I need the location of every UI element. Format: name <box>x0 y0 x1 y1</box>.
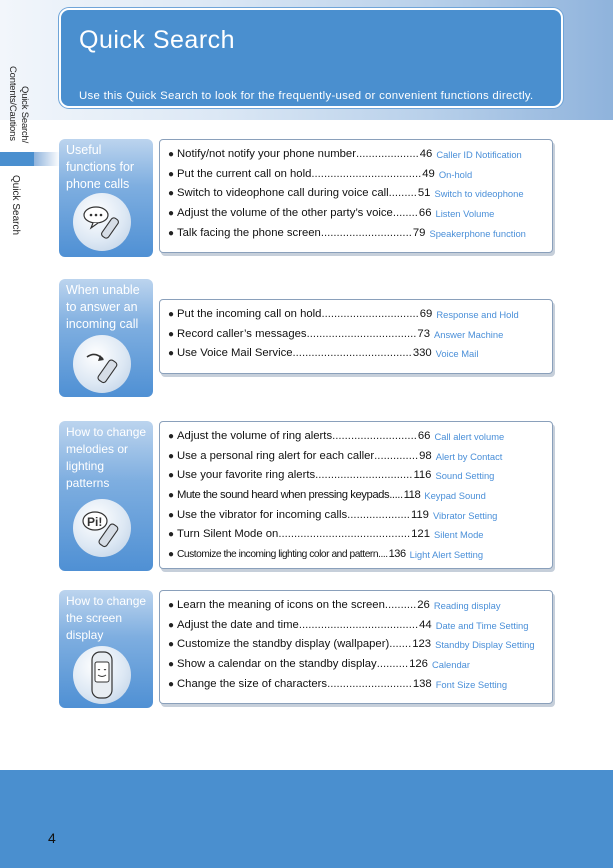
item-link[interactable]: Sound Setting <box>435 470 495 482</box>
item-leader: ...................................... <box>298 618 419 631</box>
item-leader: ......... <box>388 187 417 200</box>
item-leader: .............. <box>374 449 419 462</box>
item-text: Change the size of characters <box>177 677 328 690</box>
item-link[interactable]: Keypad Sound <box>424 490 486 502</box>
list-item[interactable]: ● Use a personal ring alert for each caller .............. 98 Alert by Contact <box>168 447 552 467</box>
function-list <box>159 139 553 253</box>
list-item[interactable]: ● Use your favorite ring alerts ............................... 116 Sound Setting <box>168 466 552 486</box>
item-page: 136 <box>388 548 406 561</box>
item-leader: ................................... <box>311 167 422 180</box>
list-item[interactable]: ● Mute the sound heard when pressing keypads ..... 118 Keypad Sound <box>168 486 552 506</box>
list-item[interactable]: ● Change the size of characters ........................... 138 Font Size Setting <box>168 675 552 695</box>
list-item[interactable]: ● Adjust the date and time ...................................... 44 Date and Time Setting <box>168 616 552 636</box>
item-link[interactable]: Listen Volume <box>435 208 495 220</box>
side-tab-quick-search[interactable]: Quick Search <box>10 175 21 236</box>
item-link[interactable]: Response and Hold <box>436 309 519 320</box>
list-item[interactable]: ● Put the current call on hold ................................... 49 On-hold <box>168 165 552 185</box>
item-link[interactable]: Font Size Setting <box>435 678 508 690</box>
ringing-phone-icon <box>73 499 131 557</box>
item-link[interactable]: Call alert volume <box>434 431 505 442</box>
item-link[interactable]: On-hold <box>438 168 473 180</box>
item-page: 66 <box>418 207 432 220</box>
list-item[interactable]: ● Adjust the volume of the other party’s voice ........ 66 Listen Volume <box>168 204 552 224</box>
item-text: Adjust the date and time <box>177 618 299 631</box>
list-item[interactable]: ● Learn the meaning of icons on the screen .......... 26 Reading display <box>168 596 552 616</box>
item-link[interactable]: Alert by Contact <box>435 450 503 462</box>
section-screen-display <box>59 590 554 708</box>
header-panel <box>59 8 563 108</box>
item-leader: .......................................... <box>278 528 411 541</box>
item-text: Mute the sound heard when pressing keypads <box>177 489 390 502</box>
page-subtitle: Use this Quick Search to look for the frequently-used or convenient functions directly. <box>79 90 534 102</box>
item-link[interactable]: Voice Mail <box>435 348 479 360</box>
function-list <box>159 590 553 704</box>
item-text: Turn Silent Mode on <box>177 528 279 541</box>
item-link[interactable]: Calendar <box>431 659 471 671</box>
list-item[interactable]: ● Customize the standby display (wallpaper) ....... 123 Standby Display Setting <box>168 635 552 655</box>
item-leader: ...................................... <box>292 347 412 360</box>
category-tab <box>59 590 153 708</box>
section-unable-to-answer <box>59 279 554 397</box>
item-link[interactable]: Silent Mode <box>434 529 484 541</box>
item-page: 119 <box>410 508 429 521</box>
side-tab-contents[interactable] <box>4 66 36 146</box>
list-item[interactable]: ● Adjust the volume of ring alerts ........................... 66 Call alert volume <box>168 427 552 447</box>
item-leader: ........................... <box>332 430 417 442</box>
footer-band <box>0 770 613 868</box>
item-text: Customize the standby display (wallpaper) <box>177 638 390 651</box>
item-leader: ........................... <box>327 677 412 690</box>
item-page: 98 <box>419 449 432 462</box>
category-label: How to change the screen display <box>66 594 147 642</box>
item-leader: ........ <box>392 207 418 220</box>
item-page: 118 <box>403 489 421 502</box>
item-leader: ................................... <box>306 327 417 340</box>
page-title: Quick Search <box>79 26 236 54</box>
list-item[interactable]: ● Notify/not notify your phone number .................... 46 Caller ID Notification <box>168 145 552 165</box>
item-page: 116 <box>413 469 432 482</box>
item-text: Customize the incoming lighting color and pattern <box>177 549 379 561</box>
item-page: 73 <box>417 327 430 340</box>
item-leader: ............................... <box>315 469 413 482</box>
item-link[interactable]: Reading display <box>433 600 501 611</box>
item-text: Talk facing the phone screen <box>177 226 321 239</box>
list-item[interactable]: ● Customize the incoming lighting color and pattern .... 136 Light Alert Setting <box>168 545 552 565</box>
item-page: 330 <box>412 347 432 360</box>
function-list <box>159 421 553 569</box>
item-link[interactable]: Switch to videophone <box>434 188 524 200</box>
side-tab-marker-fade <box>34 152 60 166</box>
category-label: When unable to answer an incoming call <box>66 283 140 331</box>
item-link[interactable]: Caller ID Notification <box>436 149 522 160</box>
item-text: Put the current call on hold <box>177 167 312 180</box>
list-item[interactable]: ● Show a calendar on the standby display .......... 126 Calendar <box>168 655 552 675</box>
side-tab-marker <box>0 152 34 166</box>
side-tab-line1: Quick Search/ <box>19 86 30 144</box>
item-page: 79 <box>412 226 426 239</box>
item-text: Adjust the volume of the other party’s voice <box>177 207 393 220</box>
list-item[interactable]: ● Use Voice Mail Service ...................................... 330 Voice Mail <box>168 344 552 364</box>
item-leader: .... <box>378 549 388 561</box>
item-text: Put the incoming call on hold <box>177 308 322 320</box>
item-link[interactable]: Speakerphone function <box>429 227 526 239</box>
item-page: 126 <box>409 658 428 671</box>
item-page: 51 <box>417 187 431 200</box>
list-item[interactable]: ● Turn Silent Mode on .......................................... 121 Silent Mode <box>168 525 552 545</box>
list-item[interactable]: ● Put the incoming call on hold ............................... 69 Response and Hold <box>168 305 552 325</box>
item-text: Switch to videophone call during voice call <box>177 187 389 200</box>
page-number: 4 <box>48 830 56 846</box>
item-link[interactable]: Light Alert Setting <box>409 549 484 561</box>
item-leader: ............................. <box>320 226 412 239</box>
list-item[interactable]: ● Record caller’s messages ................................... 73 Answer Machine <box>168 325 552 345</box>
phone-display-icon <box>73 646 131 704</box>
item-text: Adjust the volume of ring alerts <box>177 430 333 442</box>
item-page: 44 <box>419 618 432 631</box>
item-page: 69 <box>419 308 433 320</box>
section-melodies-lighting <box>59 421 554 571</box>
item-leader: ....... <box>389 638 412 651</box>
item-leader: .................... <box>355 148 419 160</box>
item-link[interactable]: Vibrator Setting <box>432 509 498 521</box>
item-text: Use a personal ring alert for each caller <box>177 449 375 462</box>
item-page: 66 <box>417 430 431 442</box>
item-page: 46 <box>419 148 433 160</box>
item-leader: ............................... <box>321 308 419 320</box>
list-item[interactable]: ● Use the vibrator for incoming calls .................... 119 Vibrator Setting <box>168 506 552 526</box>
item-leader: ..... <box>389 489 403 502</box>
side-tab-line2: Contents/Cautions <box>7 66 18 141</box>
section-useful-functions <box>59 139 554 257</box>
incoming-call-phone-icon <box>73 335 131 393</box>
item-page: 123 <box>412 638 432 651</box>
category-tab <box>59 279 153 397</box>
item-page: 49 <box>422 167 435 180</box>
item-text: Show a calendar on the standby display <box>177 658 377 671</box>
item-page: 121 <box>411 528 430 541</box>
item-text: Learn the meaning of icons on the screen <box>177 599 385 611</box>
list-item[interactable]: ● Talk facing the phone screen ............................. 79 Speakerphone function <box>168 224 552 244</box>
function-list <box>159 299 553 374</box>
item-leader: .......... <box>384 599 417 611</box>
item-link[interactable]: Standby Display Setting <box>435 639 535 651</box>
item-leader: .......... <box>376 658 409 671</box>
item-text: Use your favorite ring alerts <box>177 469 316 482</box>
item-leader: .................... <box>347 508 410 521</box>
list-item[interactable]: ● Switch to videophone call during voice call ......... 51 Switch to videophone <box>168 184 552 204</box>
item-page: 138 <box>412 677 432 690</box>
speech-bubble-phone-icon <box>73 193 131 251</box>
category-tab <box>59 421 153 571</box>
item-link[interactable]: Answer Machine <box>434 328 504 340</box>
item-page: 26 <box>417 599 430 611</box>
category-label: Useful functions for phone calls <box>66 143 135 191</box>
item-text: Notify/not notify your phone number <box>177 148 356 160</box>
item-text: Record caller’s messages <box>177 327 307 340</box>
category-tab <box>59 139 153 257</box>
svg-text:Pi!: Pi! <box>87 515 103 529</box>
item-link[interactable]: Date and Time Setting <box>435 619 529 631</box>
category-label: How to change melodies or lighting patterns <box>66 425 147 490</box>
item-text: Use Voice Mail Service <box>177 347 293 360</box>
item-text: Use the vibrator for incoming calls <box>177 508 348 521</box>
